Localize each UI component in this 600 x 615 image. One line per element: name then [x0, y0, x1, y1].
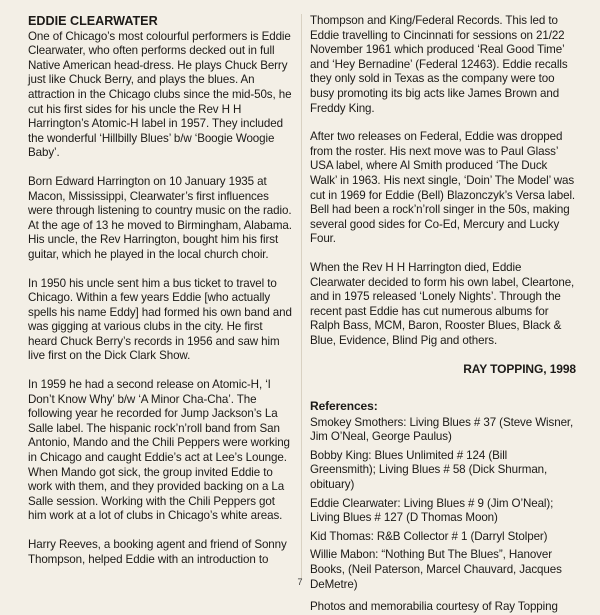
paragraph: When the Rev H H Harrington died, Eddie Clearwater decided to form his own label, Cleartone, and in 1975 released ‘Lonely Nights’. Through the recent past Eddie has cut numerous albums for Ralph Bass, MCM, Baron, Rooster Blues, Black & Blue, Evidence, Blind Pig and others.	[310, 260, 575, 347]
paragraph: Born Edward Harrington on 10 January 1935 at Macon, Mississippi, Clearwater’s first influences were through listening to country music on the radio. At the age of 13 he moved to Birmingham, Alabama. His uncle, the Rev Harrington, bought him his first guitar, which he played in the local church choir.	[28, 174, 292, 261]
photo-credit: Photos and memorabilia courtesy of Ray Topping	[310, 600, 558, 614]
author-signature: RAY TOPPING, 1998	[463, 362, 576, 377]
paragraph: In 1959 he had a second release on Atomic-H, ‘I Don’t Know Why’ b/w ‘A Minor Cha-Cha’. The following year he recorded for Jump Jackson’s La Salle label. The hispanic rock’n’roll band from San Antonio, Mando and the Chili Peppers were working in Chicago and caught Eddie’s act at Lee’s Lounge. When Mando got sick, the group invited Eddie to work with them, and they provided backing on a La Salle session. Working with the Chili Peppers got him work at a lot of clubs in Chicago’s white areas.	[28, 378, 290, 523]
reference-item: Bobby King: Blues Unlimited # 124 (Bill Greensmith); Living Blues # 58 (Dick Shurman, obituary)	[310, 448, 548, 492]
left-column	[28, 14, 294, 581]
article-title: EDDIE CLEARWATER	[28, 14, 158, 28]
reference-item: Eddie Clearwater: Living Blues # 9 (Jim O’Neal); Living Blues # 127 (D Thomas Moon)	[310, 496, 554, 525]
reference-item: Smokey Smothers: Living Blues # 37 (Steve Wisner, Jim O’Neal, George Paulus)	[310, 415, 574, 444]
paragraph: One of Chicago’s most colourful performers is Eddie Clearwater, who often performs decked out in full Native American head-dress. He plays Chuck Berry just like Chuck Berry, and plays the blues. An attraction in the Chicago clubs since the mid-50s, he cut his first sides for his uncle the Rev H H Harrington’s Atomic-H label in 1957. They included the wonderful ‘Hillbilly Blues’ b/w ‘Boogie Woogie Baby’.	[28, 29, 292, 160]
reference-item: Kid Thomas: R&B Collector # 1 (Darryl Stolper)	[310, 529, 548, 543]
paragraph: Harry Reeves, a booking agent and friend of Sonny Thompson, helped Eddie with an introduction to	[28, 538, 287, 566]
references-title: References:	[310, 399, 378, 414]
page-number: 7	[297, 577, 303, 587]
reference-item: Willie Mabon: “Nothing But The Blues”, Hanover Books, (Neil Paterson, Marcel Chauvard, Jacques DeMetre)	[310, 548, 562, 591]
paragraph: Thompson and King/Federal Records. This led to Eddie travelling to Cincinnati for sessions on 21/22 November 1961 which produced ‘Real Good Time’ and ‘Hey Bernadine’ (Federal 12463). Eddie recalls they only sold in Texas as the company were too busy promoting its big acts like James Brown and Freddy King.	[310, 14, 568, 115]
paragraph: After two releases on Federal, Eddie was dropped from the roster. His next move was to Paul Glass’ USA label, where Al Smith produced ‘The Duck Walk’ in 1963. His next single, ‘Doin’ The Model’ was cut in 1969 for Eddie (Bell) Blazonczyk’s Versa label. Bell had been a rock’n’roll singer in the 50s, making several good sides for Co-Ed, Mercury and Lucky Four.	[310, 130, 576, 246]
paragraph: In 1950 his uncle sent him a bus ticket to travel to Chicago. Within a few years Eddie [who actually spells his name Eddy] had formed his own band and was gigging at various clubs in the city. He first heard Chuck Berry’s records in 1956 and saw him live first on the Dick Clark Show.	[28, 276, 292, 363]
right-column	[310, 14, 576, 615]
column-divider	[301, 14, 302, 579]
